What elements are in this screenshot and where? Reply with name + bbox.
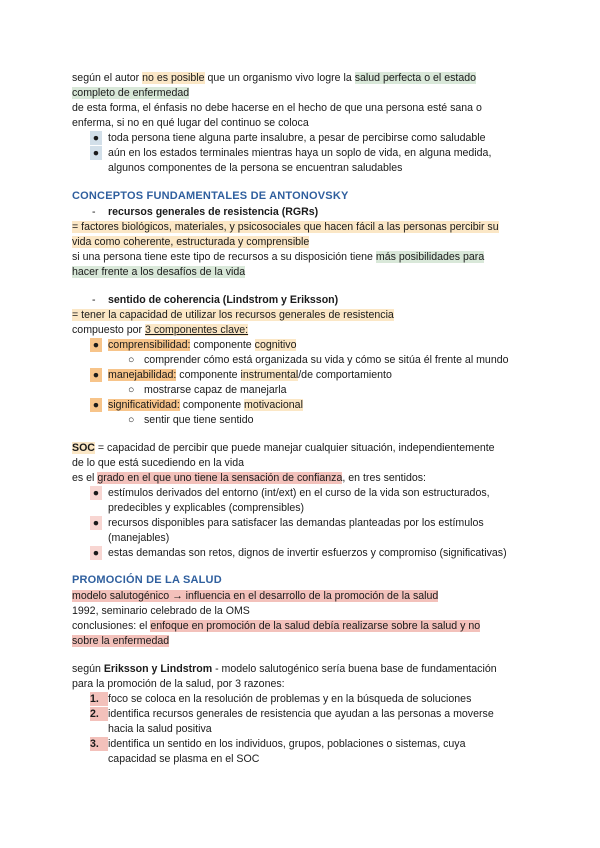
bullet-text: recursos disponibles para satisfacer las demandas planteadas por los estímulos (108, 517, 484, 529)
bullet-text: aún en los estados terminales mientras haya un soplo de vida, en alguna medida, (108, 147, 492, 159)
component-comprensibilidad (108, 338, 296, 352)
soc-line-2: de lo que está sucediendo en la vida (72, 457, 244, 469)
list-number: 1. (90, 692, 108, 706)
rgr-title: recursos generales de resistencia (RGRs) (108, 206, 319, 218)
highlight: significatividad: (108, 399, 180, 411)
bullet-marker: ● (90, 486, 102, 500)
text: compuesto por (72, 324, 146, 336)
promo-line-2: 1992, seminario celebrado de la OMS (72, 605, 250, 617)
reason-text: capacidad se plasma en el SOC (108, 753, 260, 765)
bullet-marker: ● (90, 131, 102, 145)
sub-bullet-text: sentir que tiene sentido (144, 414, 254, 426)
highlight-no-es-posible: no es posible (142, 72, 205, 84)
highlight: vida como coherente, estructurada y comprensible (72, 236, 310, 248)
bullet-marker: ● (90, 516, 102, 530)
text: componente (190, 339, 255, 351)
highlight: modelo salutogénico → influencia en el desarrollo de la promoción de la salud (72, 590, 439, 602)
list-number: 3. (90, 737, 108, 751)
text: componente (179, 399, 245, 411)
highlight: = tener la capacidad de utilizar los recursos generales de resistencia (72, 309, 394, 321)
highlight-soc: SOC (72, 442, 95, 454)
coherence-components (72, 323, 248, 337)
highlight: grado en el que uno tiene la sensación de confianza (97, 472, 343, 484)
bullet-text: estímulos derivados del entorno (int/ext) en el curso de la vida son estructurados, (108, 487, 490, 499)
highlight: motivacional (244, 399, 303, 411)
text: es el (72, 472, 98, 484)
text: si una persona tiene este tipo de recursos a su disposición tiene (72, 251, 376, 263)
el-line-1 (72, 662, 497, 676)
intro-line-2 (72, 86, 189, 100)
rgr-definition-1 (72, 220, 499, 234)
bullet-marker: ● (90, 146, 102, 160)
authors: Eriksson y Lindstrom (103, 663, 213, 675)
reason-text: foco se coloca en la resolución de problemas y en la búsqueda de soluciones (108, 693, 472, 705)
soc-line-1 (72, 441, 495, 455)
sub-bullet-text: mostrarse capaz de manejarla (144, 384, 287, 396)
reason-text: hacia la salud positiva (108, 723, 212, 735)
sub-bullet-text: comprender cómo está organizada su vida y cómo se sitúa él frente al mundo (144, 354, 509, 366)
text: /de comportamiento (298, 369, 392, 381)
text: , en tres sentidos: (342, 472, 426, 484)
rgr-definition-2 (72, 235, 309, 249)
highlight: hacer frente a los desafíos de la vida (72, 266, 246, 278)
text: componente (176, 369, 241, 381)
text: que un organismo vivo logre la (204, 72, 355, 84)
paragraph-line: de esta forma, el énfasis no debe hacerse en el hecho de que una persona esté sana o (72, 102, 482, 114)
bullet-marker: ● (90, 338, 102, 352)
dash-marker: - (92, 206, 96, 218)
bullet-marker: ● (90, 368, 102, 382)
highlight: sobre la enfermedad (72, 635, 170, 647)
rgr-para-2 (72, 265, 245, 279)
component-manejabilidad (108, 368, 392, 382)
component-significatividad (108, 398, 303, 412)
highlight-salud-perfecta: salud perfecta o el estado (354, 72, 477, 84)
intro-line-1 (72, 71, 476, 85)
promo-line-3 (72, 619, 480, 633)
highlight: comprensibilidad: (108, 339, 191, 351)
reason-text: identifica un sentido en los individuos, grupos, poblaciones o sistemas, cuya (108, 738, 466, 750)
highlight: instrumental (240, 369, 299, 381)
soc-line-3 (72, 471, 426, 485)
list-number: 2. (90, 707, 108, 721)
bullet-marker: ● (90, 398, 102, 412)
dash-marker: - (92, 294, 96, 306)
bullet-text: toda persona tiene alguna parte insalubre, a pesar de percibirse como saludable (108, 132, 486, 144)
text: - modelo salutogénico sería buena base de fundamentación (212, 663, 497, 675)
bullet-text: algunos componentes de la persona se encuentran saludables (108, 162, 403, 174)
bullet-text: estas demandas son retos, dignos de invertir esfuerzos y compromiso (significativas) (108, 547, 507, 559)
paragraph-line: enferma, si no en qué lugar del continuo se coloca (72, 117, 309, 129)
text: según el autor (72, 72, 143, 84)
text: según (72, 663, 104, 675)
highlight: cognitivo (254, 339, 297, 351)
coherence-definition (72, 308, 394, 322)
bullet-text: (manejables) (108, 532, 170, 544)
sub-bullet-marker: ○ (128, 384, 135, 396)
rgr-para-1 (72, 250, 484, 264)
bullet-marker: ● (90, 546, 102, 560)
highlight: más posibilidades para (375, 251, 485, 263)
sub-bullet-marker: ○ (128, 414, 135, 426)
section-heading-promocion: PROMOCIÓN DE LA SALUD (72, 574, 222, 586)
highlight-completo: completo de enfermedad (72, 87, 190, 99)
promo-line-1 (72, 589, 438, 603)
highlight: = factores biológicos, materiales, y psicosociales que hacen fácil a las personas percibir su (72, 221, 499, 233)
highlight: manejabilidad: (108, 369, 177, 381)
sub-bullet-marker: ○ (128, 354, 135, 366)
highlight-underline: 3 componentes clave: (145, 324, 249, 336)
reason-text: identifica recursos generales de resistencia que ayudan a las personas a moverse (108, 708, 494, 720)
el-line-2: para la promoción de la salud, por 3 razones: (72, 678, 285, 690)
promo-line-4 (72, 634, 169, 648)
coherence-title: sentido de coherencia (Lindstrom y Eriksson) (108, 294, 339, 306)
text: = capacidad de percibir que puede manejar cualquier situación, independientemente (94, 442, 495, 454)
highlight: enfoque en promoción de la salud debía realizarse sobre la salud y no (150, 620, 481, 632)
section-heading-antonovsky: CONCEPTOS FUNDAMENTALES DE ANTONOVSKY (72, 190, 349, 202)
bullet-text: predecibles y explicables (comprensibles) (108, 502, 305, 514)
text: conclusiones: el (72, 620, 151, 632)
